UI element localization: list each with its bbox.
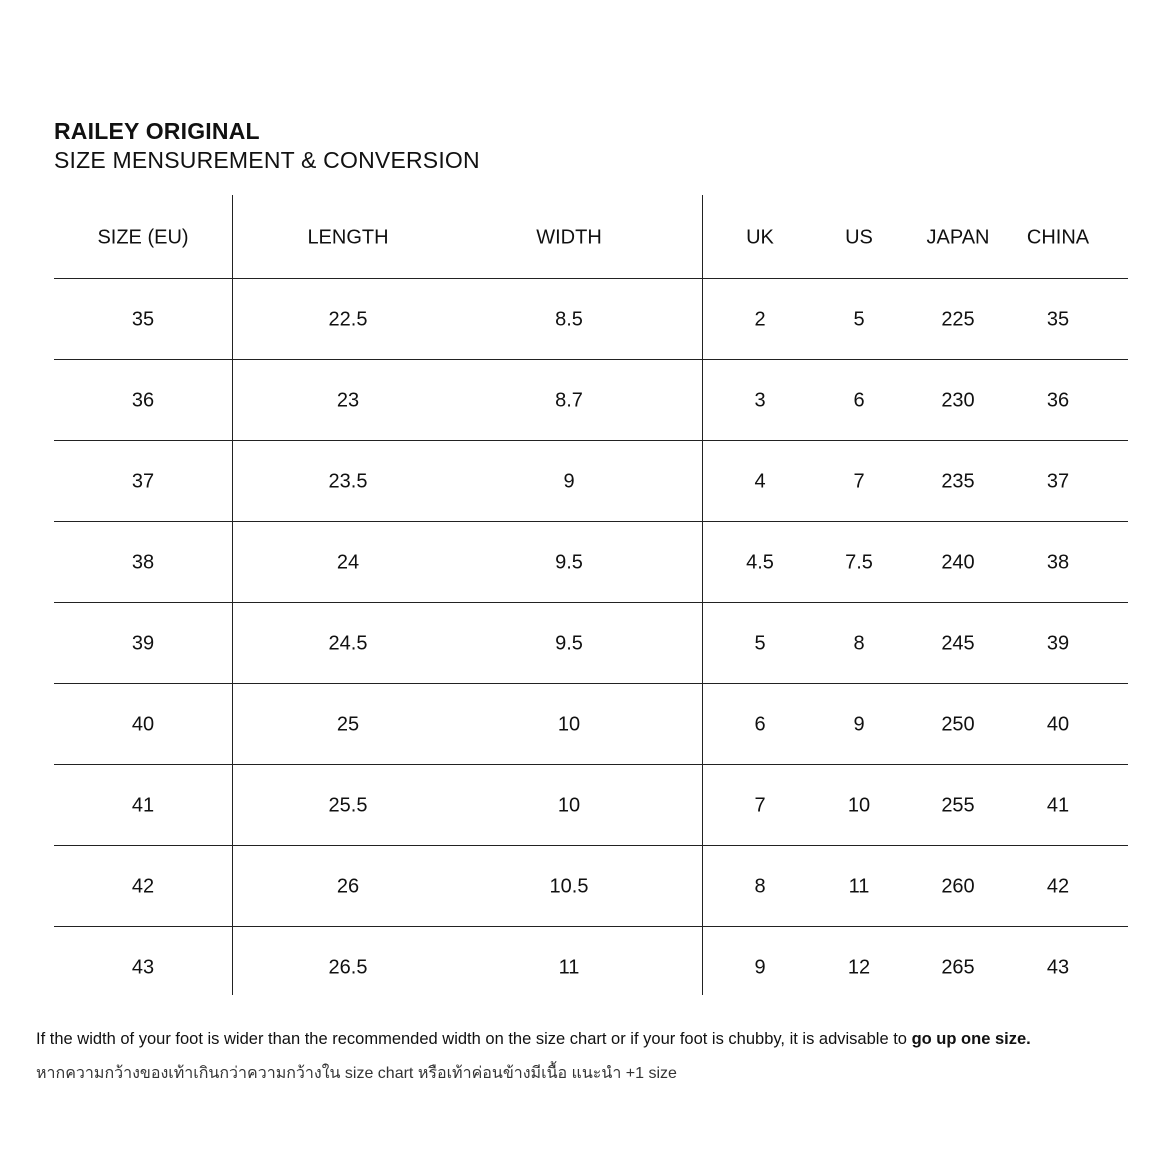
cell-us: 9	[853, 713, 865, 735]
cell-china: 35	[1046, 308, 1070, 330]
cell-uk: 5	[754, 632, 766, 654]
cell-japan: 245	[941, 632, 975, 654]
header-us: US	[845, 226, 873, 249]
cell-china: 43	[1046, 956, 1070, 978]
cell-uk: 8	[754, 875, 766, 897]
cell-uk: 4.5	[746, 551, 774, 573]
cell-length: 23	[336, 389, 360, 411]
cell-us: 12	[847, 956, 871, 978]
sizing-note-th: หากความกว้างของเท้าเกินกว่าความกว้างใน size chart หรือเท้าค่อนข้างมีเนื้อ แนะนำ +1 size	[36, 1065, 677, 1082]
header-width: WIDTH	[536, 226, 602, 249]
cell-china: 38	[1046, 551, 1070, 573]
cell-width: 10	[557, 713, 581, 735]
sizing-note-emphasis: go up one size.	[911, 1030, 1031, 1048]
header-size-eu: SIZE (EU)	[97, 226, 189, 249]
cell-width: 10.5	[549, 875, 589, 897]
cell-size-eu: 36	[131, 389, 155, 411]
cell-japan: 240	[941, 551, 975, 573]
cell-length: 25	[336, 713, 360, 735]
brand-title: RAILEY ORIGINAL	[54, 118, 260, 144]
cell-length: 26	[336, 875, 360, 897]
sizing-note-en	[36, 1030, 1031, 1049]
cell-size-eu: 43	[131, 956, 155, 978]
cell-japan: 230	[941, 389, 975, 411]
cell-size-eu: 42	[131, 875, 155, 897]
cell-us: 8	[853, 632, 865, 654]
row-separator	[54, 764, 1128, 765]
row-separator	[54, 521, 1128, 522]
cell-length: 25.5	[328, 794, 368, 816]
cell-japan: 255	[941, 794, 975, 816]
cell-us: 7	[853, 470, 865, 492]
header-uk: UK	[746, 226, 774, 249]
cell-uk: 6	[754, 713, 766, 735]
cell-uk: 7	[754, 794, 766, 816]
cell-china: 39	[1046, 632, 1070, 654]
sizing-note-text: If the width of your foot is wider than the recommended width on the size chart or if your foot is chubby, it is advisable to	[36, 1030, 912, 1048]
cell-width: 10	[557, 794, 581, 816]
cell-china: 37	[1046, 470, 1070, 492]
cell-width: 9.5	[555, 551, 583, 573]
cell-length: 22.5	[328, 308, 368, 330]
row-separator	[54, 278, 1128, 279]
cell-us: 7.5	[845, 551, 873, 573]
cell-us: 10	[847, 794, 871, 816]
header-china: CHINA	[1026, 226, 1090, 249]
cell-uk: 9	[754, 956, 766, 978]
cell-size-eu: 37	[131, 470, 155, 492]
row-separator	[54, 359, 1128, 360]
table-divider-1	[232, 195, 233, 995]
cell-china: 36	[1046, 389, 1070, 411]
cell-us: 11	[848, 875, 870, 897]
cell-width: 9	[563, 470, 575, 492]
cell-length: 24.5	[328, 632, 368, 654]
cell-china: 41	[1046, 794, 1070, 816]
cell-uk: 3	[754, 389, 766, 411]
cell-size-eu: 41	[131, 794, 155, 816]
cell-us: 6	[853, 389, 865, 411]
cell-width: 8.7	[555, 389, 583, 411]
row-separator	[54, 926, 1128, 927]
cell-width: 8.5	[555, 308, 583, 330]
cell-size-eu: 40	[131, 713, 155, 735]
row-separator	[54, 683, 1128, 684]
cell-japan: 225	[941, 308, 975, 330]
chart-subtitle: SIZE MENSUREMENT & CONVERSION	[54, 147, 480, 173]
cell-length: 23.5	[328, 470, 368, 492]
cell-length: 26.5	[328, 956, 368, 978]
cell-japan: 260	[941, 875, 975, 897]
header-length: LENGTH	[307, 226, 389, 249]
cell-japan: 250	[941, 713, 975, 735]
cell-width: 11	[558, 956, 580, 978]
size-table	[54, 195, 1128, 995]
header-japan: JAPAN	[926, 226, 990, 249]
cell-width: 9.5	[555, 632, 583, 654]
row-separator	[54, 845, 1128, 846]
cell-size-eu: 39	[131, 632, 155, 654]
cell-length: 24	[336, 551, 360, 573]
cell-japan: 265	[941, 956, 975, 978]
cell-uk: 2	[754, 308, 766, 330]
cell-china: 40	[1046, 713, 1070, 735]
cell-china: 42	[1046, 875, 1070, 897]
cell-size-eu: 35	[131, 308, 155, 330]
cell-us: 5	[853, 308, 865, 330]
cell-uk: 4	[754, 470, 766, 492]
cell-japan: 235	[941, 470, 975, 492]
row-separator	[54, 440, 1128, 441]
table-divider-2	[702, 195, 703, 995]
row-separator	[54, 602, 1128, 603]
cell-size-eu: 38	[131, 551, 155, 573]
